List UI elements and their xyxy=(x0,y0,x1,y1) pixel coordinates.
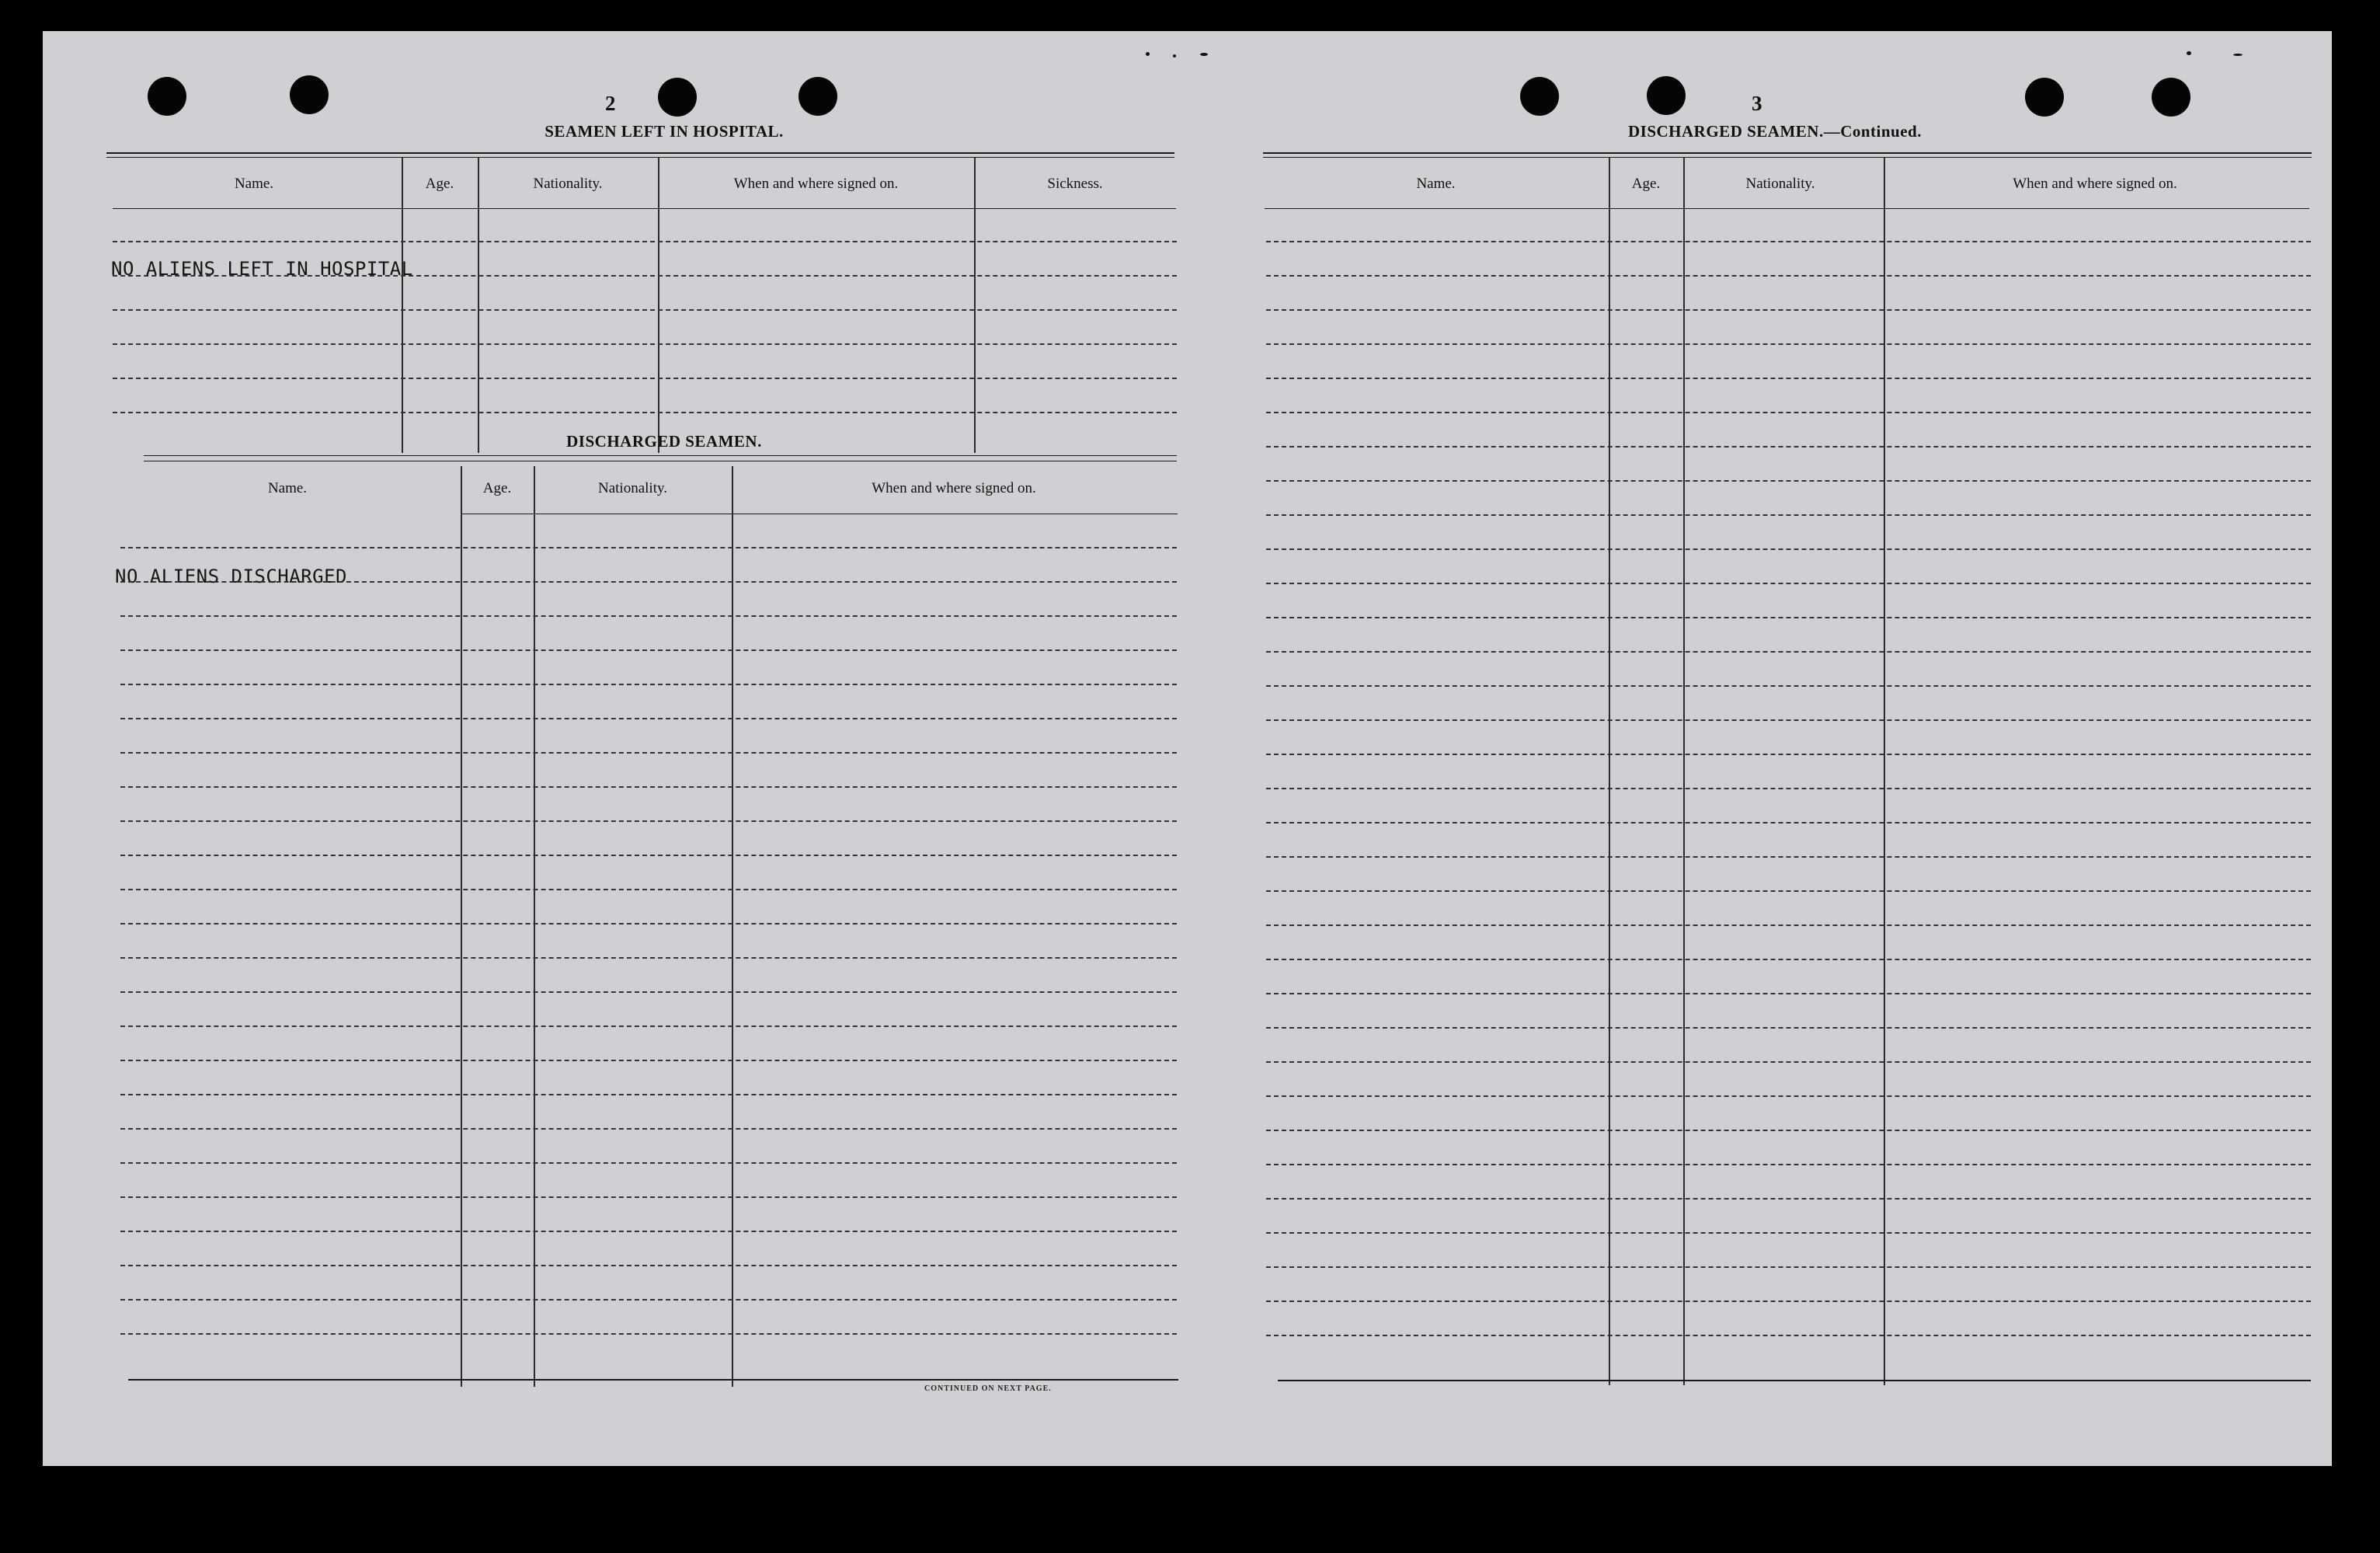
punch-hole xyxy=(2152,78,2190,117)
bottom-rule xyxy=(1278,1380,2311,1381)
row-line xyxy=(1266,959,2311,960)
punch-hole xyxy=(1647,76,1686,115)
row-line xyxy=(1266,309,2311,311)
row-line xyxy=(120,1162,1177,1164)
page-number: 3 xyxy=(1752,92,1762,115)
row-line xyxy=(113,412,1177,413)
row-line xyxy=(120,923,1177,924)
punch-hole xyxy=(799,77,837,116)
row-line xyxy=(120,752,1177,754)
row-line xyxy=(1266,822,2311,824)
header-rule xyxy=(1265,208,2309,209)
column-divider xyxy=(658,158,659,453)
column-divider xyxy=(478,158,479,453)
row-line xyxy=(1266,890,2311,892)
ink-speck xyxy=(1200,53,1208,56)
hospital-typed-entry: NO ALIENS LEFT IN HOSPITAL xyxy=(111,258,413,280)
top-rule xyxy=(106,152,1174,154)
row-line xyxy=(1266,1061,2311,1063)
ink-speck xyxy=(2233,54,2243,56)
header-rule xyxy=(113,208,1176,209)
row-line xyxy=(1266,1130,2311,1131)
punch-hole xyxy=(148,77,186,116)
row-line xyxy=(1266,1198,2311,1200)
row-line xyxy=(113,309,1177,311)
column-header-name: Name. xyxy=(267,480,308,496)
row-line xyxy=(1266,856,2311,858)
row-line xyxy=(1266,583,2311,584)
row-line xyxy=(120,786,1177,788)
row-line xyxy=(1266,754,2311,755)
row-line xyxy=(1266,719,2311,721)
hospital-section-title: SEAMEN LEFT IN HOSPITAL. xyxy=(545,122,784,141)
column-header-signed-on: When and where signed on. xyxy=(733,176,899,192)
row-line xyxy=(120,855,1177,856)
row-line xyxy=(120,991,1177,993)
column-header-signed-on: When and where signed on. xyxy=(872,480,1036,496)
row-line xyxy=(120,889,1177,890)
row-line xyxy=(1266,241,2311,242)
row-line xyxy=(1266,924,2311,926)
column-header-name: Name. xyxy=(1416,176,1456,192)
title-suffix: —Continued. xyxy=(1823,122,1922,141)
row-line xyxy=(120,1128,1177,1130)
column-divider xyxy=(461,466,462,1387)
row-line xyxy=(1266,685,2311,687)
row-line xyxy=(1266,343,2311,345)
discharged-section-title: DISCHARGED SEAMEN. xyxy=(566,432,762,451)
row-line xyxy=(1266,1027,2311,1029)
row-line xyxy=(113,343,1177,345)
punch-hole xyxy=(290,75,329,114)
row-line xyxy=(113,275,1177,277)
ink-speck xyxy=(1146,52,1150,56)
column-header-nationality: Nationality. xyxy=(598,480,667,496)
column-divider xyxy=(1683,158,1685,1385)
column-divider xyxy=(1609,158,1610,1385)
ink-speck xyxy=(1173,54,1176,57)
column-header-nationality: Nationality. xyxy=(1745,176,1815,192)
row-line xyxy=(120,957,1177,959)
row-line xyxy=(1266,548,2311,550)
row-line xyxy=(120,547,1177,548)
row-line xyxy=(1266,651,2311,653)
row-line xyxy=(1266,480,2311,482)
column-header-sickness: Sickness. xyxy=(1047,176,1103,192)
bottom-rule xyxy=(128,1379,1178,1381)
section-rule xyxy=(144,455,1177,456)
document-sheet xyxy=(43,31,2332,1466)
row-line xyxy=(120,1094,1177,1095)
row-line xyxy=(1266,1266,2311,1268)
row-line xyxy=(120,718,1177,719)
row-line xyxy=(1266,1232,2311,1234)
row-line xyxy=(120,820,1177,822)
row-line xyxy=(120,1231,1177,1232)
row-line xyxy=(120,1196,1177,1198)
row-line xyxy=(120,615,1177,617)
ink-speck xyxy=(2187,51,2191,55)
row-line xyxy=(1266,378,2311,379)
row-line xyxy=(1266,1301,2311,1302)
page-number: 2 xyxy=(605,92,616,115)
row-line xyxy=(120,1025,1177,1027)
row-line xyxy=(120,684,1177,685)
column-header-signed-on: When and where signed on. xyxy=(2013,176,2177,192)
column-header-name: Name. xyxy=(234,176,274,192)
punch-hole xyxy=(658,78,697,117)
column-header-age: Age. xyxy=(482,480,512,496)
top-rule xyxy=(106,157,1174,158)
row-line xyxy=(1266,788,2311,789)
right-section-title xyxy=(1503,122,2047,141)
row-line xyxy=(120,1333,1177,1335)
column-divider xyxy=(974,158,976,453)
top-rule xyxy=(1263,157,2312,158)
punch-hole xyxy=(2025,78,2064,117)
column-header-age: Age. xyxy=(1631,176,1661,192)
punch-hole xyxy=(1520,77,1559,116)
row-line xyxy=(120,649,1177,651)
column-header-nationality: Nationality. xyxy=(533,176,603,192)
column-divider xyxy=(402,158,403,453)
row-line xyxy=(1266,412,2311,413)
row-line xyxy=(120,1265,1177,1266)
row-line xyxy=(120,1299,1177,1301)
row-line xyxy=(1266,275,2311,277)
row-line xyxy=(1266,446,2311,447)
column-divider xyxy=(1884,158,1885,1385)
title-main: DISCHARGED SEAMEN. xyxy=(1628,122,1824,141)
row-line xyxy=(1266,514,2311,516)
top-rule xyxy=(1263,152,2312,154)
row-line xyxy=(1266,1164,2311,1165)
discharged-typed-entry: NO ALIENS DISCHARGED xyxy=(115,566,347,587)
row-line xyxy=(113,241,1177,242)
column-divider xyxy=(732,466,733,1387)
row-line xyxy=(1266,993,2311,994)
row-line xyxy=(120,581,1177,583)
row-line xyxy=(1266,1335,2311,1336)
row-line xyxy=(120,1060,1177,1061)
row-line xyxy=(1266,617,2311,618)
column-header-age: Age. xyxy=(425,176,454,192)
row-line xyxy=(113,378,1177,379)
column-divider xyxy=(534,466,535,1387)
row-line xyxy=(1266,1095,2311,1097)
footer-note: CONTINUED ON NEXT PAGE. xyxy=(924,1384,1052,1393)
